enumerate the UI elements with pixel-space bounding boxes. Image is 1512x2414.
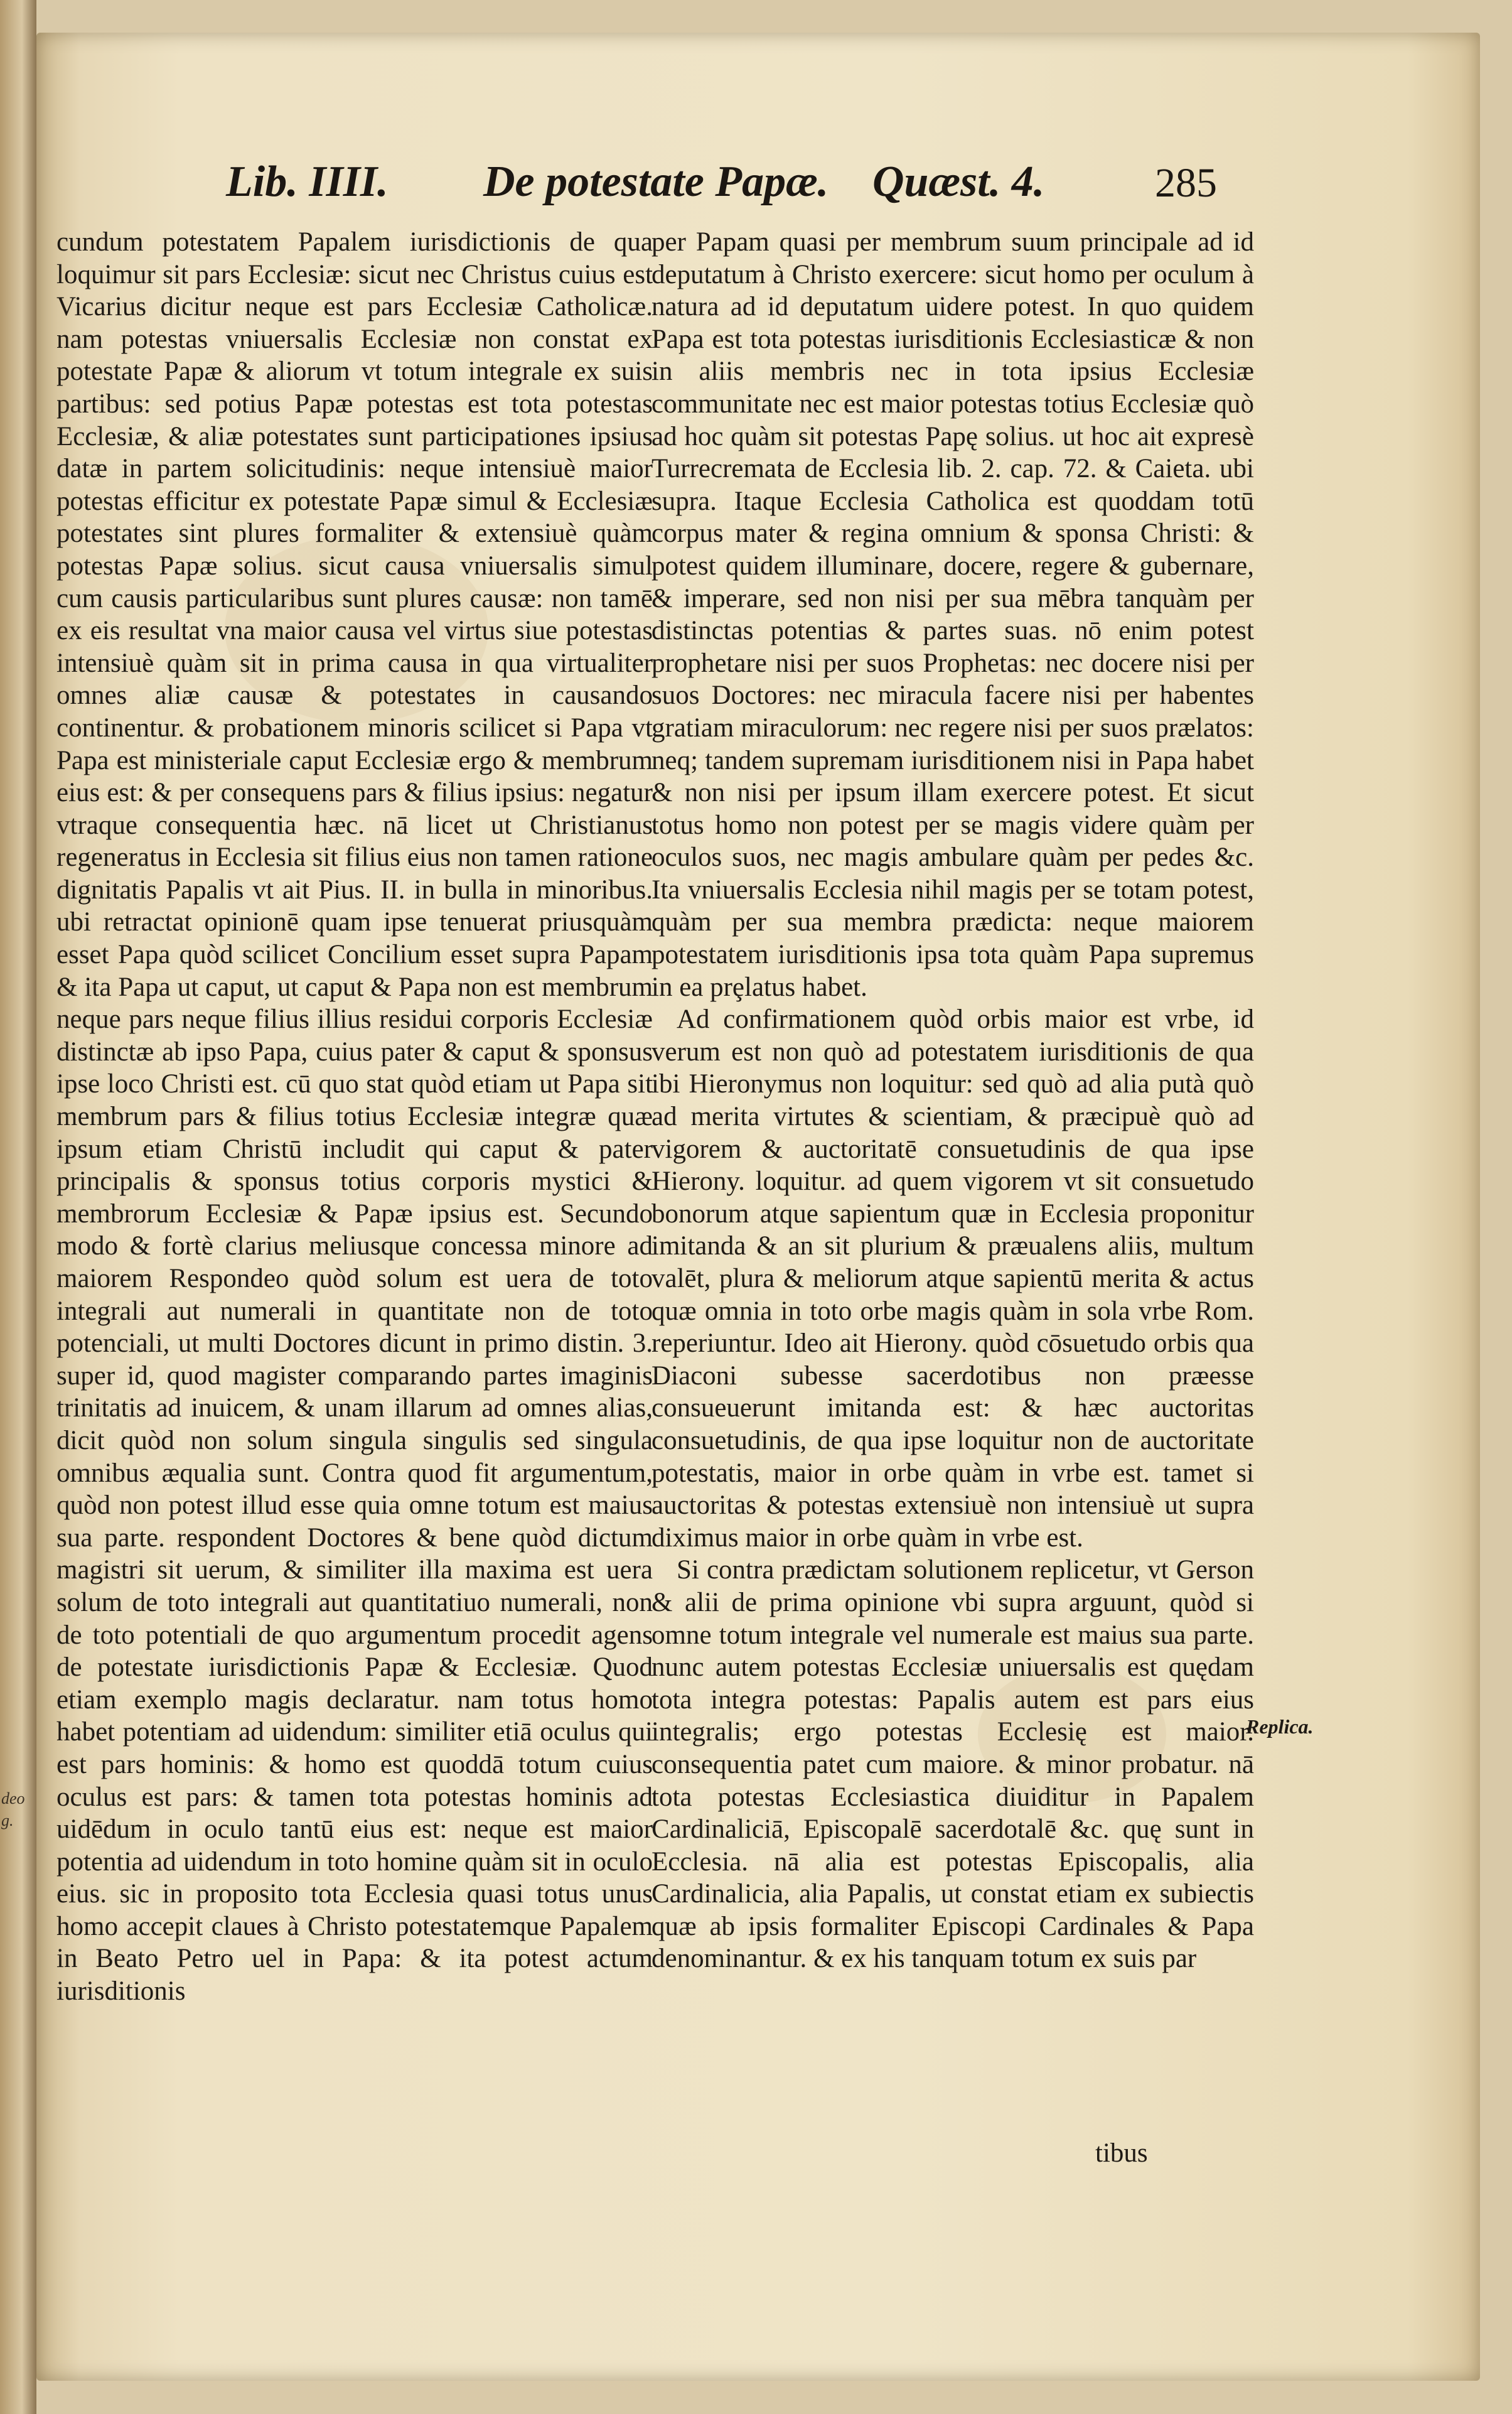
catchword: tibus xyxy=(1095,2138,1148,2168)
right-column xyxy=(651,226,1254,1975)
left-column xyxy=(56,226,653,2008)
page-number: 285 xyxy=(1155,160,1217,206)
paragraph: per Papam quasi per membrum suum principale ad id deputatum à Christo exercere: sicut homo per oculum à natura ad id deputatum uidere potest. In quo quidem Papa est tota potestas iurisditionis Ecclesiasticæ & non in aliis membris nec in tota ipsius Ecclesiæ communitate nec est maior potestas totius Ecclesiæ quò ad hoc quàm sit potestas Papę solius. ut hoc ait expresè Turrecremata de Ecclesia lib. 2. cap. 72. & Caieta. ubi supra. Itaque Ecclesia Catholica est quoddam totū corpus mater & regina omnium & sponsa Christi: & potest quidem illuminare, docere, regere & gubernare, & imperare, sed non nisi per sua mēbra tanquàm per distinctas potentias & partes suas. nō enim potest prophetare nisi per suos Prophetas: nec docere nisi per suos Doctores: nec miracula facere nisi per habentes gratiam miraculorum: nec regere nisi per suos prælatos: neq; tandem supremam iurisditionem nisi in Papa habet & non nisi per ipsum illam exercere potest. Et sicut totus homo non potest per se magis videre quàm per oculos suos, nec magis ambulare quàm per pedes &c. Ita vniuersalis Ecclesia nihil magis per se totam potest, quàm per sua membra prædicta: neque maiorem potestatem iurisditionis ipsa tota quàm Papa supremus in ea prȩlatus habet. xyxy=(651,227,1254,1002)
header-title: De potestate Papæ. xyxy=(483,158,829,206)
edge-fragment: g. xyxy=(1,1811,14,1829)
facing-page-edge xyxy=(0,0,36,2414)
marginal-note: Replica. xyxy=(1246,1715,1314,1738)
paragraph: Si contra prædictam solutionem replicetur, vt Gerson & alii de prima opinione vbi supra arguunt, quòd si omne totum integrale vel numerale est maius sua parte. nunc autem potestas Ecclesiæ uniuersalis est quędam tota integra potestas: Papalis autem est pars eius integralis; ergo potestas Ecclesię est maior. consequentia patet cum maiore. & minor probatur. nā tota potestas Ecclesiastica diuiditur in Papalem Cardinaliciā, Episcopalē sacerdotalē &c. quę sunt in Ecclesia. nā alia est potestas Episcopalis, alia Cardinalicia, alia Papalis, ut constat etiam ex subiectis quæ ab ipsis formaliter Episcopi Cardinales & Papa denominantur. & ex his tanquam totum ex suis par xyxy=(651,1555,1254,1974)
header-book: Lib. IIII. xyxy=(226,158,389,206)
edge-fragment: deo xyxy=(1,1789,25,1808)
paragraph: Ad confirmationem quòd orbis maior est vrbe, id verum est non quò ad potestatem iurisditionis de qua ibi Hieronymus non loquitur: sed quò ad alia putà quò ad merita virtutes & scientiam, & præcipuè quò ad vigorem & auctoritatē consuetudinis de qua ipse Hierony. loquitur. ad quem vigorem vt sit consuetudo bonorum atque sapientum quæ in Ecclesia proponitur imitanda & an sit plurium & præualens aliis, multum valēt, plura & meliorum atque sapientū merita & actus quæ omnia in toto orbe magis quàm in sola vrbe Rom. reperiuntur. Ideo ait Hierony. quòd cōsuetudo orbis qua Diaconi subesse sacerdotibus non præesse consueuerunt imitanda est: & hæc auctoritas consuetudinis, de qua ipse loquitur non de auctoritate potestatis, maior in orbe quàm in vrbe est. tamet si auctoritas & potestas extensiuè non intensiuè ut supra diximus maior in orbe quàm in vrbe est. xyxy=(651,1005,1254,1553)
running-header xyxy=(0,157,1512,220)
paragraph: cundum potestatem Papalem iurisdictionis de qua loquimur sit pars Ecclesiæ: sicut nec Christus cuius est Vicarius dicitur neque est pars Ecclesiæ Catholicæ. nam potestas vniuersalis Ecclesiæ non constat ex potestate Papæ & aliorum vt totum integrale ex suis partibus: sed potius Papæ potestas est tota potestas Ecclesiæ, & aliæ potestates sunt participationes ipsius datæ in partem solicitudinis: neque intensiuè maior potestas efficitur ex potestate Papæ simul & Ecclesiæ potestates sint plures formaliter & extensiuè quàm potestas Papæ solius. sicut causa vniuersalis simul cum causis particularibus sunt plures causæ: non tamē ex eis resultat vna maior causa vel virtus siue potestas intensiuè quàm sit in prima causa in qua virtualiter omnes aliæ causæ & potestates in causando continentur. & probationem minoris scilicet si Papa vt Papa est ministeriale caput Ecclesiæ ergo & membrum eius est: & per consequens pars & filius ipsius: negatur vtraque consequentia hæc. nā licet ut Christianus regeneratus in Ecclesia sit filius eius non tamen ratione dignitatis Papalis vt ait Pius. II. in bulla in minoribus. ubi retractat opinionē quam ipse tenuerat priusquàm esset Papa quòd scilicet Concilium esset supra Papam & ita Papa ut caput, ut caput & Papa non est membrum neque pars neque filius illius residui corporis Ecclesiæ distinctæ ab ipso Papa, cuius pater & caput & sponsus ipse loco Christi est. cū quo stat quòd etiam ut Papa sit membrum pars & filius totius Ecclesiæ integræ quæ ipsum etiam Christū includit qui caput & pater principalis & sponsus totius corporis mystici & membrorum Ecclesiæ & Papæ ipsius est. Secundo modo & fortè clarius meliusque concessa minore ad maiorem Respondeo quòd solum est uera de toto integrali aut numerali in quantitate non de toto potenciali, ut multi Doctores dicunt in primo distin. 3. super id, quod magister comparando partes imaginis trinitatis ad inuicem, & unam illarum ad omnes alias, dicit quòd non solum singula singulis sed singula omnibus æqualia sunt. Contra quod fit argumentum, quòd non potest illud esse quia omne totum est maius sua parte. respondent Doctores & bene quòd dictum magistri sit uerum, & similiter illa maxima est uera solum de toto integrali aut quantitatiuo numerali, non de toto potentiali de quo argumentum procedit agens de potestate iurisdictionis Papæ & Ecclesiæ. Quod etiam exemplo magis declaratur. nam totus homo habet potentiam ad uidendum: similiter etiā oculus qui est pars hominis: & homo est quoddā totum cuius oculus est pars: & tamen tota potestas hominis ad uidēdum in oculo tantū eius est: neque est maior potentia ad uidendum in toto homine quàm sit in oculo eius. sic in proposito tota Ecclesia quasi totus unus homo accepit claues à Christo potestatemque Papalem in Beato Petro uel in Papa: & ita potest actum iurisditionis xyxy=(56,227,653,2007)
header-quaestio: Quæst. 4. xyxy=(872,158,1045,206)
